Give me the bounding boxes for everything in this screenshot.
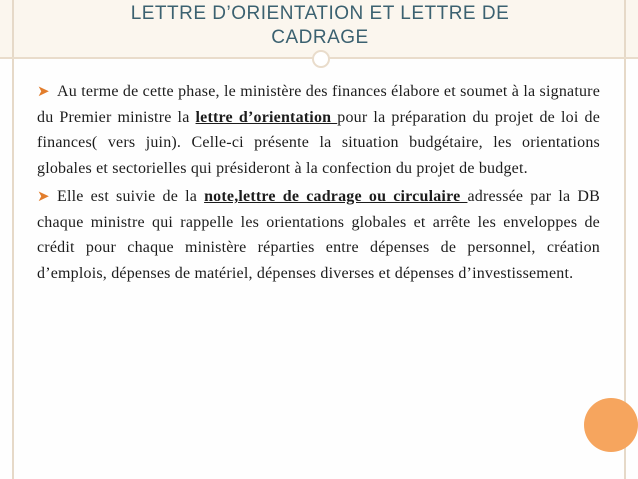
arrow-bullet-icon: ➤ (37, 82, 50, 100)
bullet-paragraph-1 (37, 79, 600, 181)
decorative-orange-circle (584, 398, 638, 452)
left-border-rule (12, 0, 14, 479)
slide-title-line-2: CADRAGE (271, 27, 369, 48)
slide-title-line-1: LETTRE D’ORIENTATION ET LETTRE DE (130, 3, 510, 24)
divider-knob (312, 50, 330, 68)
paragraph-2-text-end: adressée par la DB chaque ministre qui rappelle les orientations globales et arrête les enveloppes de crédit pour chaque ministère réparties entre dépenses de personnel, création d’emplois, dépenses de matériel, dépenses diverses et dépenses d’investissement. (37, 188, 600, 282)
paragraph-2-underlined-term: note,lettre de cadrage ou circulaire (204, 188, 468, 205)
paragraph-1-text-end: pour la préparation du projet de loi de finances( vers juin). Celle-ci présente la situation budgétaire, les orientations globales et sectorielles qui présideront à la confection du projet de budget. (37, 108, 600, 177)
paragraph-2-text-start: Elle est suivie de la (57, 188, 205, 205)
slide-title (40, 2, 600, 50)
bullet-paragraph-2 (37, 184, 600, 286)
arrow-bullet-icon: ➤ (37, 187, 50, 205)
paragraph-1-text-start: Au terme de cette phase, le ministère des finances élabore et soumet à la signature du Premier ministre la (37, 83, 600, 126)
paragraph-1-underlined-term: lettre d’orientation (195, 108, 338, 126)
slide-body (37, 79, 600, 289)
